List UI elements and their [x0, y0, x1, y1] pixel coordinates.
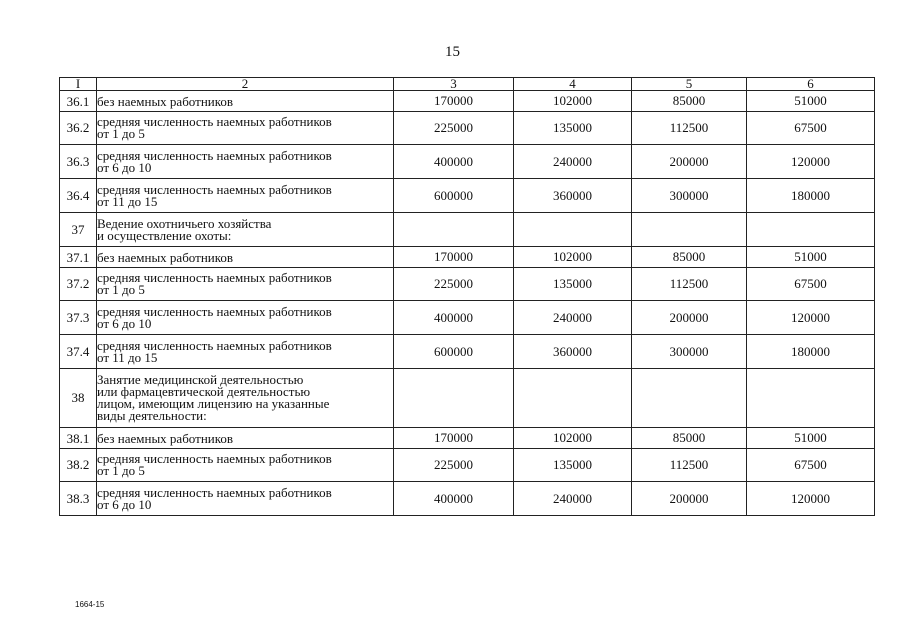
- description-line: без наемных работников: [97, 94, 234, 109]
- value-cell: 51000: [747, 91, 875, 112]
- value-cell: 400000: [394, 482, 514, 516]
- header-cell: 6: [747, 78, 875, 91]
- row-description: [97, 482, 394, 516]
- table-row: [60, 268, 875, 301]
- row-description: [97, 179, 394, 213]
- value-cell: 360000: [514, 179, 632, 213]
- value-cell: 600000: [394, 335, 514, 369]
- table-row: [60, 145, 875, 179]
- value-cell: 102000: [514, 428, 632, 449]
- value-cell: 51000: [747, 247, 875, 268]
- value-cell: [394, 369, 514, 428]
- row-number: 38.1: [60, 428, 97, 449]
- table-row: [60, 449, 875, 482]
- value-cell: 400000: [394, 301, 514, 335]
- value-cell: 135000: [514, 268, 632, 301]
- value-cell: 225000: [394, 112, 514, 145]
- description-line: средняя численность наемных работников: [97, 114, 332, 129]
- row-number: 37.4: [60, 335, 97, 369]
- value-cell: 120000: [747, 145, 875, 179]
- value-cell: 200000: [632, 145, 747, 179]
- row-description: [97, 91, 394, 112]
- tax-rate-table: [59, 77, 875, 516]
- header-cell: I: [60, 78, 97, 91]
- value-cell: 170000: [394, 247, 514, 268]
- value-cell: 360000: [514, 335, 632, 369]
- description-line: виды деятельности:: [97, 408, 207, 423]
- description-line: средняя численность наемных работников: [97, 451, 332, 466]
- description-line: от 11 до 15: [97, 349, 158, 365]
- row-description: [97, 369, 394, 428]
- document-code: 1664-15: [75, 600, 105, 609]
- value-cell: [632, 369, 747, 428]
- value-cell: 102000: [514, 91, 632, 112]
- value-cell: 240000: [514, 482, 632, 516]
- description-line: средняя численность наемных работников: [97, 337, 332, 353]
- value-cell: 225000: [394, 449, 514, 482]
- value-cell: 240000: [514, 145, 632, 179]
- value-cell: [747, 369, 875, 428]
- value-cell: 180000: [747, 179, 875, 213]
- row-description: [97, 335, 394, 369]
- description-line: или фармацевтической деятельностью: [97, 384, 311, 399]
- value-cell: [747, 213, 875, 247]
- row-description: [97, 247, 394, 268]
- table-row: [60, 247, 875, 268]
- value-cell: 600000: [394, 179, 514, 213]
- description-line: средняя численность наемных работников: [97, 303, 332, 319]
- value-cell: 135000: [514, 449, 632, 482]
- table-header-row: [60, 78, 875, 91]
- row-description: [97, 301, 394, 335]
- value-cell: 120000: [747, 301, 875, 335]
- header-cell: 2: [97, 78, 394, 91]
- table-row: [60, 301, 875, 335]
- table-row: [60, 482, 875, 516]
- table-row: [60, 91, 875, 112]
- header-cell: 5: [632, 78, 747, 91]
- row-description: [97, 268, 394, 301]
- row-number: 38.2: [60, 449, 97, 482]
- description-line: средняя численность наемных работников: [97, 181, 332, 197]
- value-cell: 102000: [514, 247, 632, 268]
- description-line: без наемных работников: [97, 431, 234, 446]
- row-number: 38.3: [60, 482, 97, 516]
- description-line: от 6 до 10: [97, 496, 152, 512]
- value-cell: 120000: [747, 482, 875, 516]
- description-line: без наемных работников: [97, 250, 234, 265]
- header-cell: 3: [394, 78, 514, 91]
- value-cell: 240000: [514, 301, 632, 335]
- value-cell: [514, 213, 632, 247]
- value-cell: [394, 213, 514, 247]
- table-row: [60, 428, 875, 449]
- row-number: 36.1: [60, 91, 97, 112]
- value-cell: 200000: [632, 482, 747, 516]
- description-line: средняя численность наемных работников: [97, 270, 332, 285]
- table-row: [60, 335, 875, 369]
- description-line: Занятие медицинской деятельностью: [97, 372, 304, 387]
- value-cell: 112500: [632, 268, 747, 301]
- description-line: средняя численность наемных работников: [97, 484, 332, 500]
- table-row: [60, 112, 875, 145]
- row-description: [97, 145, 394, 179]
- description-line: от 1 до 5: [97, 126, 145, 141]
- description-line: от 6 до 10: [97, 159, 152, 175]
- row-number: 37: [60, 213, 97, 247]
- row-number: 36.3: [60, 145, 97, 179]
- row-description: [97, 428, 394, 449]
- row-number: 36.4: [60, 179, 97, 213]
- table-row: [60, 369, 875, 428]
- value-cell: 170000: [394, 428, 514, 449]
- row-number: 37.2: [60, 268, 97, 301]
- row-number: 37.1: [60, 247, 97, 268]
- description-line: Ведение охотничьего хозяйства: [97, 215, 272, 231]
- value-cell: 225000: [394, 268, 514, 301]
- value-cell: 200000: [632, 301, 747, 335]
- row-description: [97, 213, 394, 247]
- row-description: [97, 449, 394, 482]
- description-line: лицом, имеющим лицензию на указанные: [97, 396, 330, 411]
- value-cell: 67500: [747, 112, 875, 145]
- row-description: [97, 112, 394, 145]
- row-number: 36.2: [60, 112, 97, 145]
- value-cell: 180000: [747, 335, 875, 369]
- table-row: [60, 213, 875, 247]
- value-cell: 67500: [747, 449, 875, 482]
- value-cell: 112500: [632, 449, 747, 482]
- value-cell: 135000: [514, 112, 632, 145]
- value-cell: [514, 369, 632, 428]
- description-line: от 6 до 10: [97, 315, 152, 331]
- value-cell: 300000: [632, 179, 747, 213]
- value-cell: 170000: [394, 91, 514, 112]
- value-cell: [632, 213, 747, 247]
- value-cell: 300000: [632, 335, 747, 369]
- row-number: 38: [60, 369, 97, 428]
- value-cell: 112500: [632, 112, 747, 145]
- value-cell: 67500: [747, 268, 875, 301]
- description-line: от 1 до 5: [97, 282, 145, 297]
- description-line: и осуществление охоты:: [97, 227, 232, 243]
- table-row: [60, 179, 875, 213]
- row-number: 37.3: [60, 301, 97, 335]
- description-line: средняя численность наемных работников: [97, 147, 332, 163]
- description-line: от 1 до 5: [97, 463, 145, 478]
- header-cell: 4: [514, 78, 632, 91]
- value-cell: 85000: [632, 91, 747, 112]
- value-cell: 51000: [747, 428, 875, 449]
- description-line: от 11 до 15: [97, 193, 158, 209]
- value-cell: 85000: [632, 428, 747, 449]
- value-cell: 85000: [632, 247, 747, 268]
- value-cell: 400000: [394, 145, 514, 179]
- page-number: 15: [445, 44, 460, 60]
